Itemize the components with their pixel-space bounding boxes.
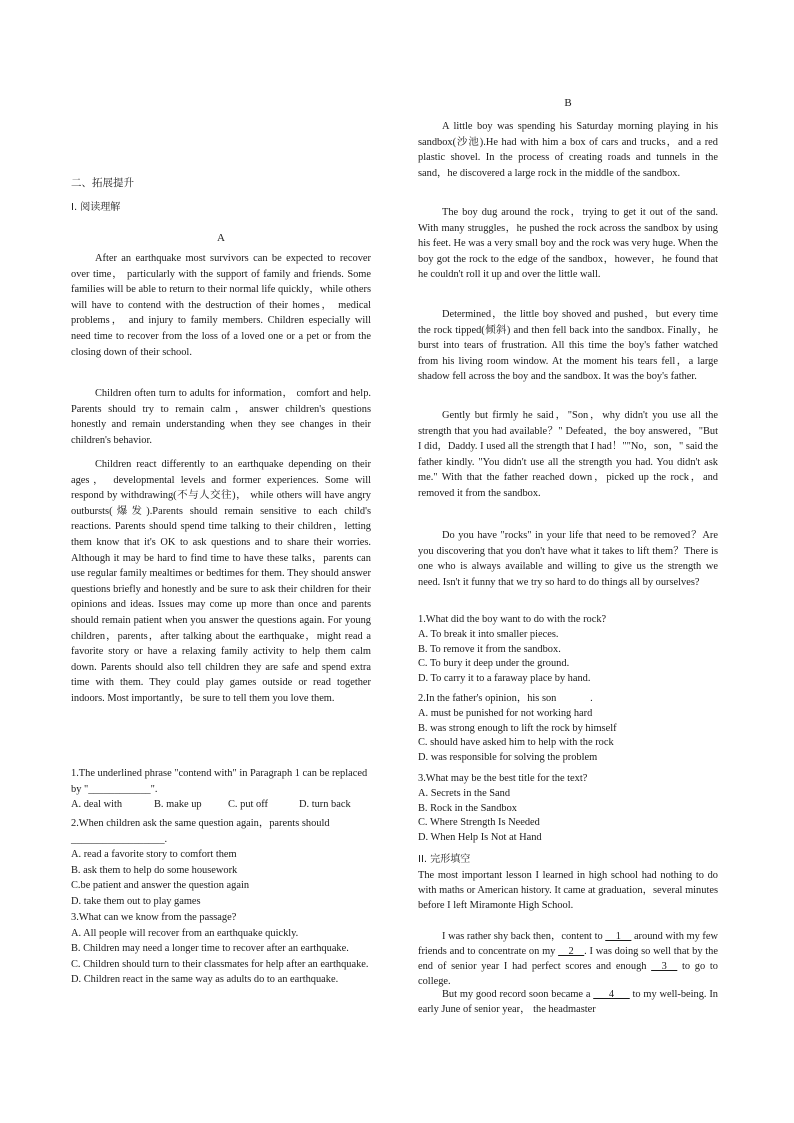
question-b2-option-a: A. must be punished for not working hard bbox=[418, 707, 593, 719]
question-b1-stem: 1.What did the boy want to do with the rock? bbox=[418, 614, 607, 625]
question-b3-option-d: D. When Help Is Not at Hand bbox=[418, 832, 542, 844]
cloze-p2-text-c: . I was doing so well that by the end of senior year I had perfect scores and enough bbox=[418, 946, 718, 972]
passage-a-paragraph-3: Children react differently to an earthquake depending on their ages， developmental levels and former experiences. Some will respond by withdrawing(不与人交往)， while others will have angry outbursts(爆发).Parents should remain sensitive to each child's reactions. Parents should spend time talking to their children，letting them know that it's OK to ask questions and to share their worries. Although it may be hard to find time to have these talks，parents can use regular family mealtimes or bedtimes for them. They should answer questions briefly and honestly and be sure to ask their children for their opinions and ideas. Issues may come up more than once and parents should remain patient when you answer the questions again. For young children，parents，after talking about the earthquake，might read a favorite story or have a relaxing family activity to help them calm down. Parents should also tell children they are safe and spend extra time with them. They could play games outside or read together indoors. Most importantly，be sure to tell them you love them. bbox=[71, 459, 371, 704]
question-b2-option-b: B. was strong enough to lift the rock by himself bbox=[418, 722, 617, 734]
question-a3-option-d: D. Children react in the same way as adults do to an earthquake. bbox=[71, 974, 339, 986]
question-a1-stem-end: ". bbox=[150, 783, 158, 795]
question-b2-blank: . bbox=[556, 693, 593, 704]
passage-b-paragraph-1: A little boy was spending his Saturday morning playing in his sandbox(沙池).He had with him a box of cars and trucks，and a red plastic shovel. In the process of creating roads and tunnels in the sand，he discovered a large rock in the middle of the sandbox. bbox=[418, 121, 718, 179]
question-b2-stem-row bbox=[418, 692, 718, 707]
question-b3-option-c: C. Where Strength Is Needed bbox=[418, 817, 540, 829]
question-b1-option-b: B. To remove it from the sandbox. bbox=[418, 643, 561, 655]
question-b1-option-a: A. To break it into smaller pieces. bbox=[418, 628, 559, 640]
question-a2-option-c: C.be patient and answer the question again bbox=[71, 880, 250, 892]
passage-b-paragraph-2: The boy dug around the rock，trying to get it out of the sand. With many struggles，he pushed the rock across the sandbox by using his feet. He was a very small boy and the rock was very huge. When the boy got the rock to the edge of the sandbox，however，he found that he couldn't roll it up and over the little wall. bbox=[418, 207, 718, 281]
question-a3-option-b: B. Children may need a longer time to recover after an earthquake. bbox=[71, 943, 349, 955]
cloze-blank-3: __3__ bbox=[651, 961, 678, 972]
question-a3-option-c: C. Children should turn to their classmates for help after an earthquake. bbox=[71, 958, 369, 970]
question-b3-option-b: B. Rock in the Sandbox bbox=[418, 802, 517, 814]
question-b1-option-d: D. To carry it to a faraway place by hand. bbox=[418, 673, 591, 685]
question-a1-option-b: B. make up bbox=[154, 799, 202, 811]
cloze-p2-text-d: to go to college. bbox=[418, 961, 718, 987]
question-a1-option-a: A. deal with bbox=[71, 799, 123, 811]
cloze-blank-4: ___4___ bbox=[593, 989, 630, 1000]
question-b2-stem: 2.In the father's opinion，his son bbox=[418, 693, 557, 704]
cloze-paragraph-2 bbox=[418, 929, 718, 989]
question-b2-option-d: D. was responsible for solving the problem bbox=[418, 752, 598, 764]
cloze-blank-2: __2__ bbox=[558, 946, 585, 957]
cloze-paragraph-3 bbox=[418, 987, 718, 1017]
question-a2 bbox=[71, 816, 371, 910]
question-a3-option-a: A. All people will recover from an earthquake quickly. bbox=[71, 927, 299, 939]
question-a1-stem bbox=[71, 766, 371, 797]
question-b3 bbox=[418, 772, 718, 846]
passage-b-label: B bbox=[564, 97, 572, 109]
question-a1-option-c: C. put off bbox=[228, 799, 268, 811]
question-a1-option-d: D. turn back bbox=[299, 799, 351, 811]
question-a1-options bbox=[71, 797, 371, 813]
cloze-title: II. 完形填空 bbox=[418, 854, 471, 865]
question-a2-option-a: A. read a favorite story to comfort them bbox=[71, 849, 237, 861]
question-a1 bbox=[71, 766, 371, 813]
cloze-blank-1: __1__ bbox=[605, 931, 632, 942]
question-b2-option-c: C. should have asked him to help with the rock bbox=[418, 737, 614, 749]
passage-b-paragraph-3: Determined，the little boy shoved and pushed，but every time the rock tipped(倾斜) and then fell back into the sandbox. Finally，he burst into tears of frustration. All this time the boy's father watched from his living room window. At the moment his tears fell，a large shadow fell across the boy and the sandbox. It was the boy's father. bbox=[418, 309, 718, 383]
question-a1-blank: ____________ bbox=[88, 783, 151, 795]
question-b3-stem: 3.What may be the best title for the text? bbox=[418, 773, 588, 784]
section-title: 二、拓展提升 bbox=[71, 177, 134, 189]
passage-a-label: A bbox=[217, 232, 225, 244]
question-a3 bbox=[71, 910, 371, 988]
passage-b-paragraph-5: Do you have "rocks" in your life that need to be removed？Are you discovering that you don't have what it takes to lift them？There is one who is always available and willing to give us the strength we need. Isn't it funny that we try so hard to do things all by ourselves? bbox=[418, 530, 718, 588]
passage-a-paragraph-2: Children often turn to adults for information， comfort and help. Parents should try to remain calm，answer children's questions honestly and remain understanding when they see changes in their children's behavior. bbox=[71, 388, 371, 446]
question-a2-option-d: D. take them out to play games bbox=[71, 895, 201, 907]
question-b2 bbox=[418, 692, 718, 766]
question-a1-stem-text: 1.The underlined phrase "contend with" in Paragraph 1 can be replaced by " bbox=[71, 768, 368, 795]
cloze-p2-text-a: I was rather shy back then，content to bbox=[442, 931, 603, 942]
passage-b-paragraph-4: Gently but firmly he said，"Son，why didn't you use all the strength that you had available？" Defeated，the boy answered，"But I did，Daddy. I used all the strength that I had！""No，son，" said the father kindly. "You didn't use all the strength you had. You didn't ask me." With that the father reached down，picked up the rock，and removed it from the sandbox. bbox=[418, 410, 718, 499]
passage-a-paragraph-1: After an earthquake most survivors can be expected to recover over time， particularly with the support of family and friends. Some families will be able to return to their normal life quickly，while others will have to contend with the destruction of their homes， medical problems， and injury to family members. Children especially will need time to recover from the loss of a loved one or a pet or from the closing down of their school. bbox=[71, 253, 371, 358]
cloze-p3-text-b: to my well-being. In early June of senior year， the headmaster bbox=[418, 989, 718, 1015]
question-a2-option-b: B. ask them to help do some housework bbox=[71, 864, 238, 876]
cloze-p3-text-a: But my good record soon became a bbox=[442, 989, 591, 1000]
question-a2-stem: 2.When children ask the same question again，parents should bbox=[71, 818, 330, 829]
cloze-p2-text-b: around with my few friends and to concentrate on my bbox=[418, 931, 718, 957]
question-a3-stem: 3.What can we know from the passage? bbox=[71, 912, 237, 923]
question-a2-blank: __________________. bbox=[71, 833, 168, 845]
question-b1 bbox=[418, 613, 718, 687]
sub-section-title: I. 阅读理解 bbox=[71, 202, 121, 213]
question-b1-option-c: C. To bury it deep under the ground. bbox=[418, 658, 570, 670]
question-b3-option-a: A. Secrets in the Sand bbox=[418, 787, 511, 799]
cloze-paragraph-1: The most important lesson I learned in high school had nothing to do with maths or American history. It came at graduation，several minutes before I left Miramonte High School. bbox=[418, 870, 718, 911]
